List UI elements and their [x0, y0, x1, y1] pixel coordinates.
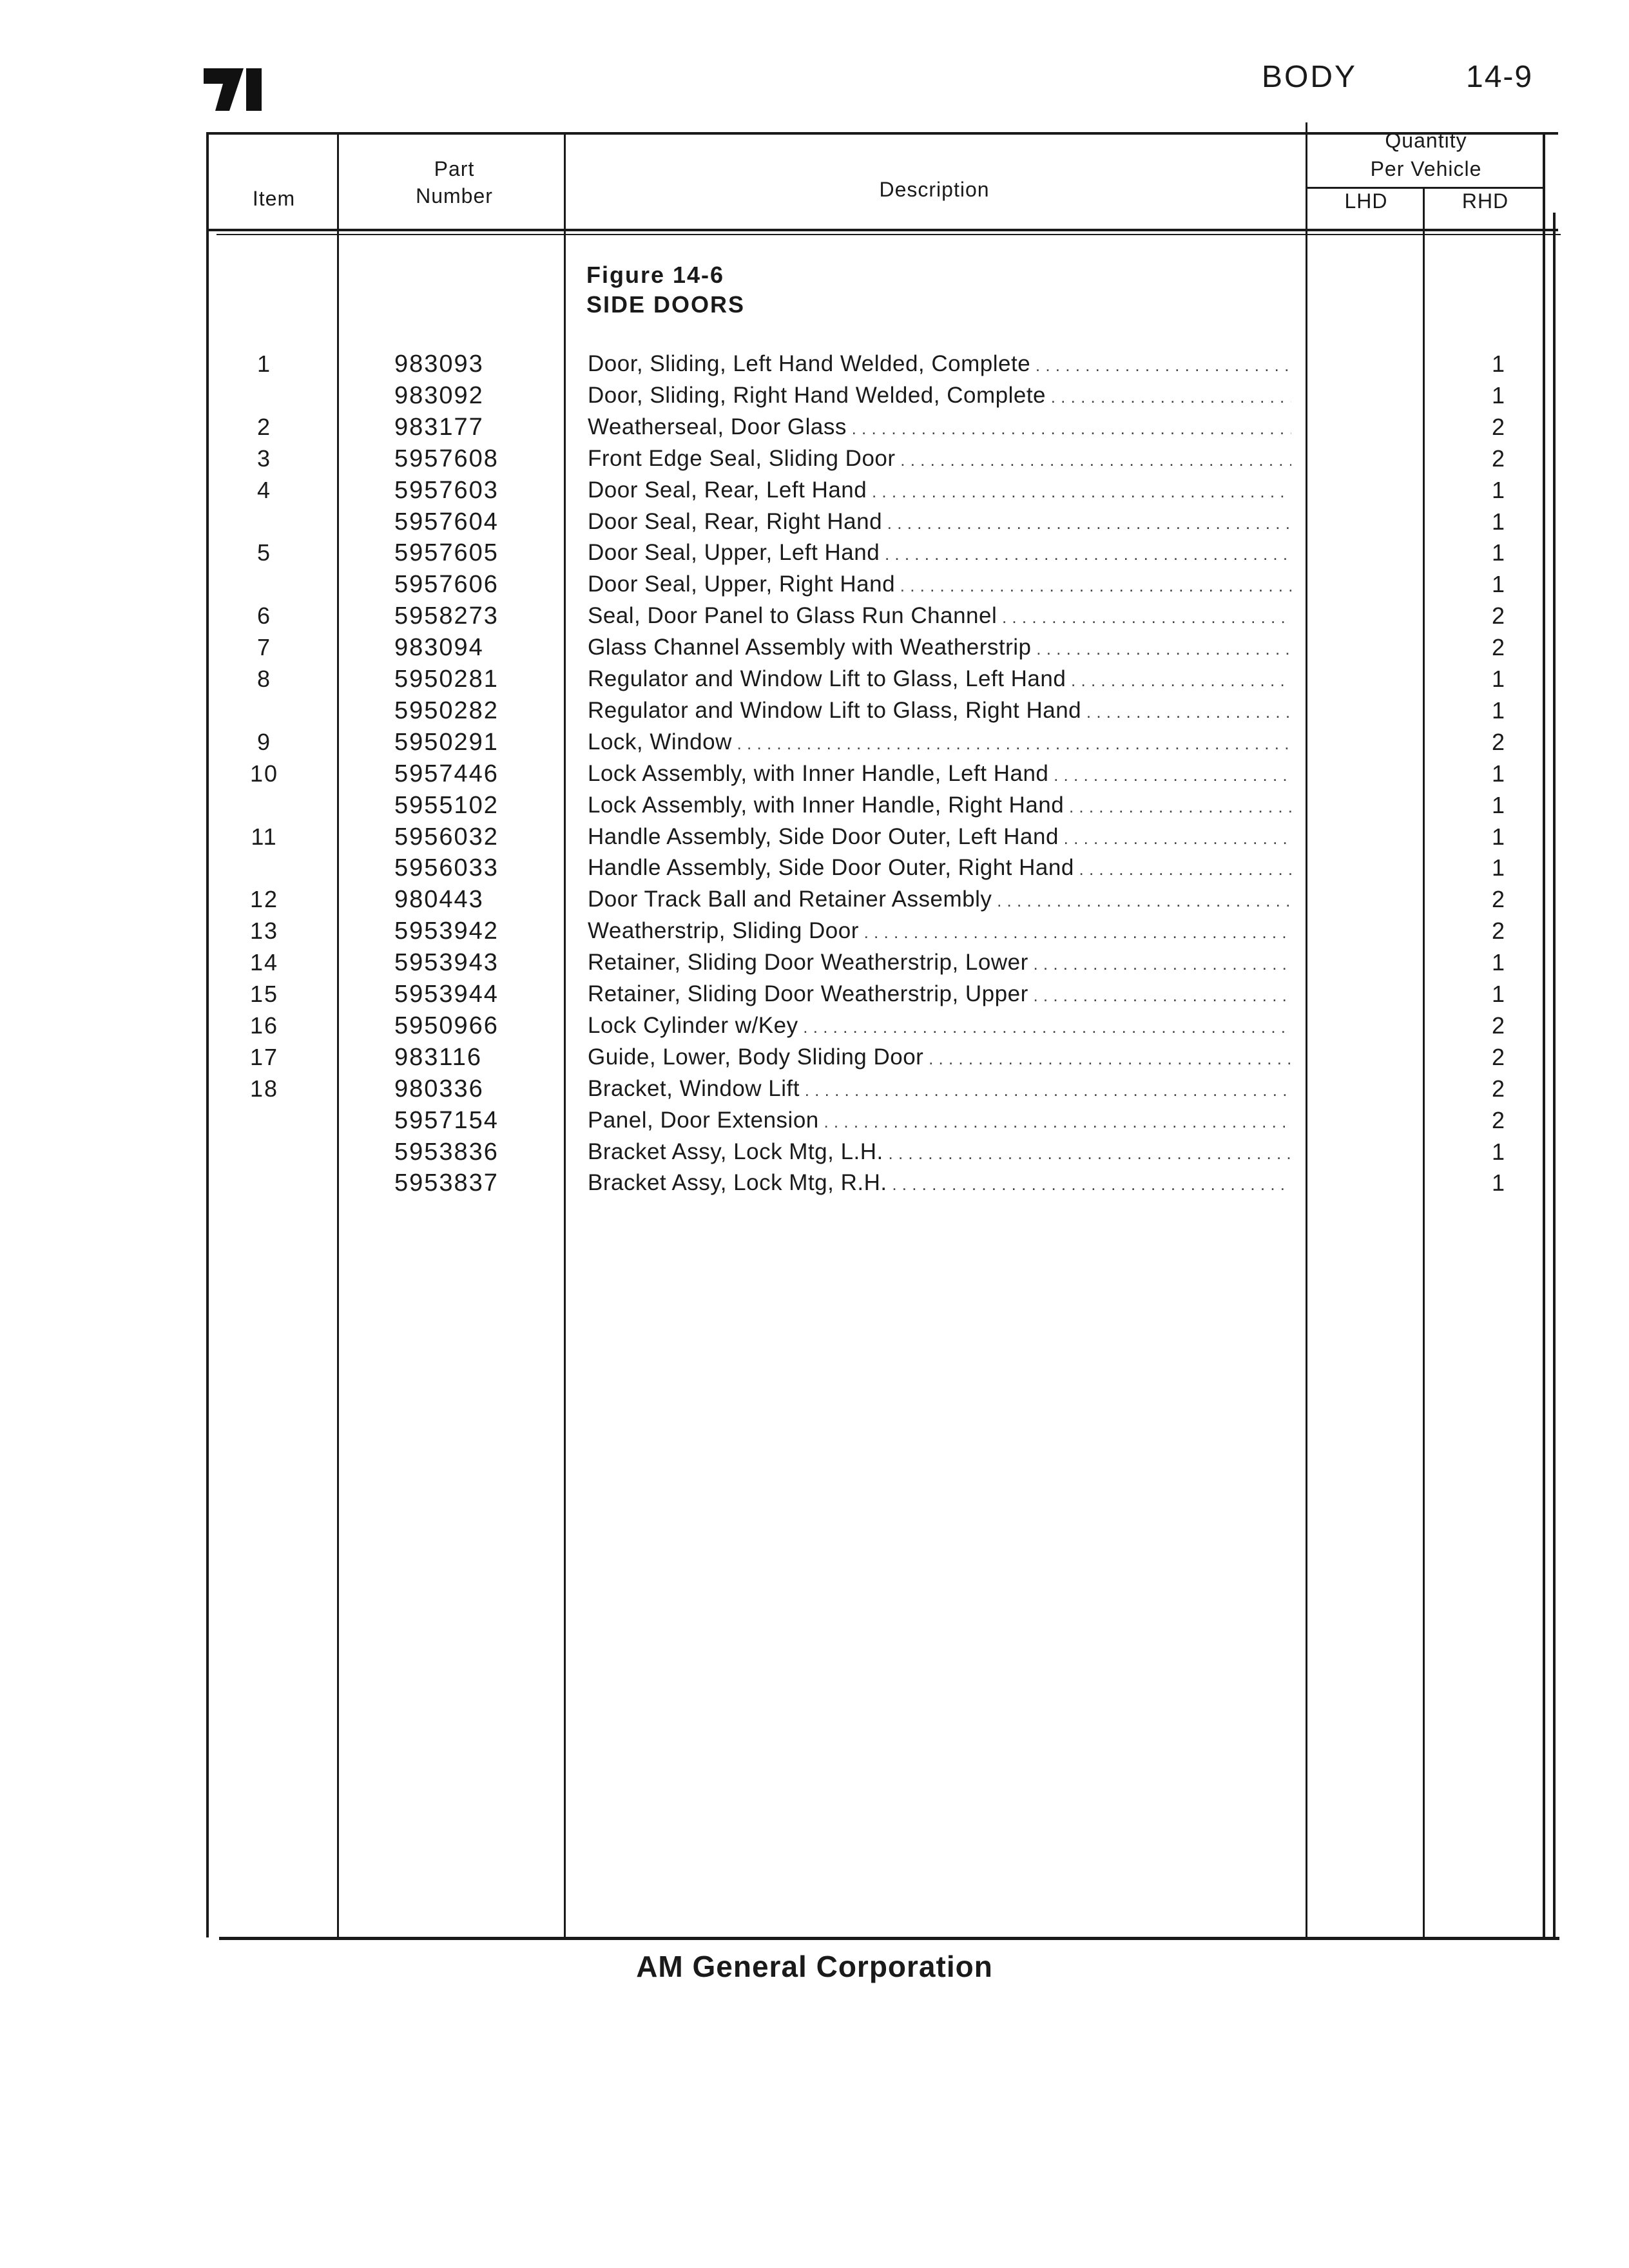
part-description: Lock, Window . . . — [588, 726, 1291, 760]
quantity-rhd: 2 — [1491, 634, 1505, 661]
table-row — [0, 726, 1629, 758]
quantity-rhd: 2 — [1491, 1106, 1505, 1133]
quantity-rhd: 1 — [1491, 854, 1505, 881]
quantity-rhd: 2 — [1491, 728, 1505, 755]
part-description: Door Seal, Rear, Right Hand . . . — [588, 506, 1291, 539]
part-description: Door, Sliding, Right Hand Welded, Complete . . . — [588, 380, 1291, 413]
quantity-rhd: 1 — [1491, 949, 1505, 976]
part-number: 983094 — [394, 634, 484, 662]
table-row — [0, 1041, 1629, 1073]
page-number: 14-9 — [1466, 60, 1534, 94]
part-number: 5953942 — [394, 918, 499, 945]
part-description: Retainer, Sliding Door Weatherstrip, Lower . . . — [588, 947, 1291, 980]
part-number: 5953836 — [394, 1138, 499, 1166]
item-number: 4 — [256, 476, 272, 503]
quantity-rhd: 2 — [1491, 886, 1505, 913]
part-description: Regulator and Window Lift to Glass, Left Hand . . . — [588, 663, 1291, 697]
quantity-rhd: 2 — [1491, 918, 1505, 945]
table-row — [0, 348, 1629, 380]
table-row — [0, 1136, 1629, 1168]
part-number: 5950966 — [394, 1012, 499, 1039]
part-number: 5953944 — [394, 981, 499, 1008]
part-number: 5955102 — [394, 791, 499, 819]
quantity-rhd: 1 — [1491, 381, 1505, 408]
quantity-rhd: 2 — [1491, 413, 1505, 440]
item-number: 17 — [249, 1043, 279, 1070]
item-number: 11 — [251, 823, 278, 850]
part-description: Door Track Ball and Retainer Assembly . . . — [588, 883, 1291, 917]
table-row — [0, 978, 1629, 1010]
footer-company: AM General Corporation — [636, 1950, 993, 1983]
table-row — [0, 474, 1629, 506]
table-row — [0, 821, 1629, 853]
quantity-rhd: 1 — [1491, 1138, 1505, 1165]
table-row — [0, 789, 1629, 822]
column-header-quantity-line1: Quantity — [1385, 129, 1467, 152]
table-header-underline — [217, 234, 1561, 235]
column-header-part-line2: Number — [416, 184, 493, 207]
table-header-border — [206, 229, 1558, 231]
part-description: Handle Assembly, Side Door Outer, Left Hand . . . — [588, 821, 1291, 854]
am-general-logo-icon — [204, 68, 263, 111]
part-description: Weatherseal, Door Glass . . . — [588, 411, 1291, 445]
item-number: 5 — [256, 539, 272, 566]
column-header-lhd: LHD — [1344, 189, 1388, 213]
part-number: 983177 — [394, 413, 484, 441]
table-row — [0, 852, 1629, 884]
table-row — [0, 1167, 1629, 1199]
quantity-rhd: 1 — [1491, 666, 1505, 692]
part-description: Retainer, Sliding Door Weatherstrip, Upper . . . — [588, 978, 1291, 1012]
quantity-rhd: 1 — [1491, 697, 1505, 724]
quantity-rhd: 1 — [1491, 1169, 1505, 1196]
table-row — [0, 443, 1629, 475]
quantity-rhd: 1 — [1491, 981, 1505, 1007]
part-number: 5956033 — [394, 854, 499, 882]
table-row — [0, 758, 1629, 790]
quantity-rhd: 1 — [1491, 508, 1505, 535]
item-number: 7 — [256, 634, 272, 661]
table-row — [0, 411, 1629, 443]
quantity-rhd: 2 — [1491, 1075, 1505, 1102]
part-number: 5950291 — [394, 728, 499, 756]
part-number: 5956032 — [394, 823, 499, 850]
table-row — [0, 1073, 1629, 1105]
table-row — [0, 537, 1629, 569]
part-description: Door Seal, Upper, Right Hand . . . — [588, 568, 1291, 602]
quantity-rhd: 2 — [1491, 1012, 1505, 1039]
item-number: 13 — [249, 918, 279, 945]
table-row — [0, 883, 1629, 916]
table-row — [0, 600, 1629, 632]
part-description: Glass Channel Assembly with Weatherstrip . . . — [588, 631, 1291, 665]
part-description: Bracket Assy, Lock Mtg, R.H. . . . — [588, 1167, 1291, 1200]
part-description: Bracket, Window Lift . . . — [588, 1073, 1291, 1106]
part-number: 983092 — [394, 381, 484, 409]
part-number: 5957604 — [394, 508, 499, 535]
column-header-rhd: RHD — [1461, 189, 1509, 213]
part-description: Regulator and Window Lift to Glass, Right Hand . . . — [588, 695, 1291, 728]
part-description: Lock Assembly, with Inner Handle, Left Hand . . . — [588, 758, 1291, 791]
item-number: 1 — [256, 351, 272, 377]
part-number: 5957605 — [394, 539, 499, 567]
part-description: Door Seal, Rear, Left Hand . . . — [588, 474, 1291, 508]
table-row — [0, 631, 1629, 664]
quantity-rhd: 2 — [1491, 602, 1505, 629]
column-header-item: Item — [252, 187, 296, 210]
item-number: 18 — [249, 1075, 279, 1102]
part-description: Weatherstrip, Sliding Door . . . — [588, 915, 1291, 948]
item-number: 6 — [256, 602, 272, 629]
item-number: 15 — [249, 981, 279, 1007]
quantity-rhd: 1 — [1491, 539, 1505, 566]
part-description: Front Edge Seal, Sliding Door . . . — [588, 443, 1291, 476]
item-number: 16 — [249, 1012, 279, 1039]
part-number: 5957606 — [394, 571, 499, 599]
quantity-rhd: 1 — [1491, 571, 1505, 598]
figure-title: SIDE DOORS — [586, 291, 746, 318]
part-number: 5950282 — [394, 697, 499, 724]
part-number: 983116 — [394, 1043, 482, 1071]
part-description: Panel, Door Extension . . . — [588, 1104, 1291, 1138]
table-row — [0, 506, 1629, 538]
table-row — [0, 1010, 1629, 1042]
part-description: Bracket Assy, Lock Mtg, L.H. . . . — [588, 1136, 1291, 1169]
part-description: Lock Assembly, with Inner Handle, Right Hand . . . — [588, 789, 1291, 823]
part-number: 5950281 — [394, 666, 499, 693]
item-number: 8 — [256, 666, 272, 692]
table-row — [0, 915, 1629, 947]
part-description: Door Seal, Upper, Left Hand . . . — [588, 537, 1291, 570]
part-description: Door, Sliding, Left Hand Welded, Complete . . . — [588, 348, 1291, 381]
part-number: 980443 — [394, 886, 484, 914]
table-row — [0, 947, 1629, 979]
part-number: 983093 — [394, 351, 484, 378]
part-description: Lock Cylinder w/Key . . . — [588, 1010, 1291, 1043]
part-number: 5958273 — [394, 602, 499, 630]
part-description: Seal, Door Panel to Glass Run Channel . . . — [588, 600, 1291, 633]
item-number: 10 — [249, 760, 279, 787]
section-title: BODY — [1262, 60, 1358, 94]
part-description: Guide, Lower, Body Sliding Door . . . — [588, 1041, 1291, 1075]
item-number: 3 — [256, 445, 272, 472]
part-description: Handle Assembly, Side Door Outer, Right Hand . . . — [588, 852, 1291, 885]
table-row — [0, 1104, 1629, 1137]
quantity-rhd: 1 — [1491, 823, 1505, 850]
part-number: 980336 — [394, 1075, 484, 1102]
column-header-description: Description — [879, 178, 990, 201]
table-row — [0, 663, 1629, 695]
item-number: 14 — [249, 949, 279, 976]
table-row — [0, 568, 1629, 601]
figure-caption — [586, 260, 745, 320]
part-number: 5953837 — [394, 1169, 499, 1197]
part-number: 5957154 — [394, 1106, 499, 1134]
table-border-bottom — [219, 1937, 1559, 1940]
part-number: 5957608 — [394, 445, 499, 472]
part-number: 5953943 — [394, 949, 499, 977]
item-number: 2 — [256, 413, 272, 440]
item-number: 12 — [249, 886, 279, 913]
quantity-rhd: 2 — [1491, 1043, 1505, 1070]
quantity-rhd: 1 — [1491, 791, 1505, 818]
part-number: 5957446 — [394, 760, 499, 787]
part-number: 5957603 — [394, 476, 499, 504]
quantity-rhd: 2 — [1491, 445, 1505, 472]
column-header-quantity-line2: Per Vehicle — [1370, 157, 1482, 180]
quantity-rhd: 1 — [1491, 476, 1505, 503]
table-row — [0, 695, 1629, 727]
quantity-rhd: 1 — [1491, 351, 1505, 377]
figure-number: Figure 14-6 — [586, 262, 725, 288]
quantity-rhd: 1 — [1491, 760, 1505, 787]
table-row — [0, 380, 1629, 412]
column-header-part-line1: Part — [434, 157, 475, 180]
item-number: 9 — [256, 728, 272, 755]
